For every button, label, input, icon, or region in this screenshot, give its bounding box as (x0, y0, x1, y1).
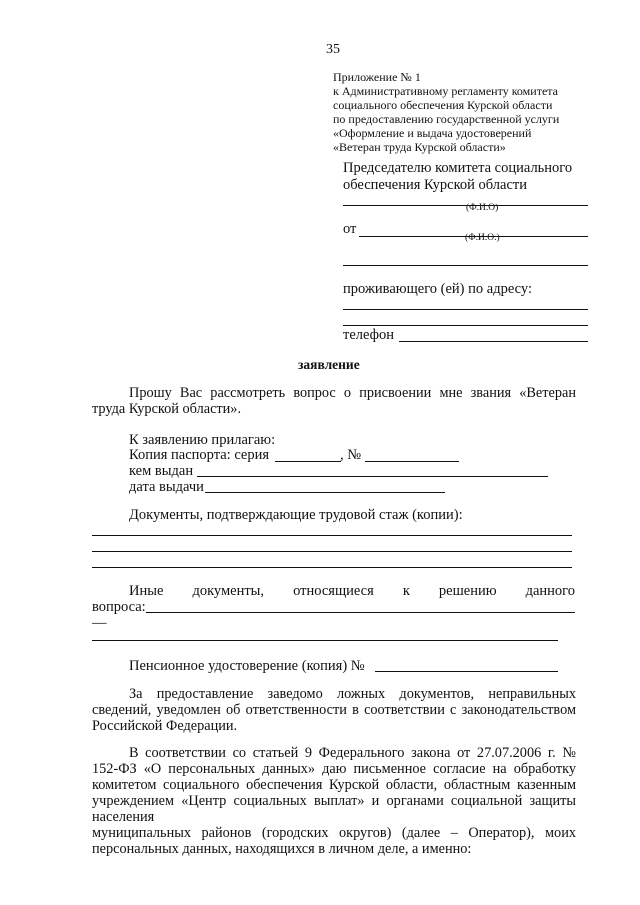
false-docs-line: сведений, уведомлен об ответственности в соответствии с законодательством (92, 702, 576, 718)
dash: — (92, 615, 107, 631)
attachments-intro: К заявлению прилагаю: (129, 432, 276, 448)
addressee-line: Председателю комитета социального (343, 160, 573, 176)
consent-line: населения (92, 809, 155, 825)
other-docs-word: относящиеся (293, 583, 374, 599)
passport-series-line[interactable] (275, 461, 341, 462)
other-docs-word: решению (438, 583, 497, 599)
passport-copy-label: Копия паспорта: серия (129, 447, 270, 463)
issue-date-line[interactable] (205, 492, 445, 493)
name-continuation-line[interactable] (343, 265, 588, 266)
appendix-line: по предоставлению государственной услуги (333, 112, 560, 126)
other-docs-word: документы, (192, 583, 265, 599)
address-line[interactable] (343, 325, 588, 326)
appendix-line: «Оформление и выдача удостоверений (333, 126, 532, 140)
issued-by-line[interactable] (197, 476, 548, 477)
appendix-header (333, 70, 559, 154)
appendix-line: «Ветеран труда Курской области» (333, 140, 506, 154)
appendix-line: Приложение № 1 (333, 70, 421, 84)
other-docs-fill-line[interactable] (146, 612, 575, 613)
request-line: Прошу Вас рассмотреть вопрос о присвоении мне звания «Ветеран (129, 385, 576, 401)
appendix-line: к Административному регламенту комитета (333, 84, 558, 98)
other-docs-word: к (402, 583, 410, 599)
issue-date-label: дата выдачи (129, 479, 204, 495)
false-docs-line: Российской Федерации. (92, 718, 238, 734)
work-docs-line[interactable] (92, 567, 572, 568)
addressee-line: обеспечения Курской области (343, 177, 527, 193)
other-docs-word: Иные (129, 583, 164, 599)
consent-line: персональных данных, находящихся в личном деле, а именно: (92, 841, 472, 857)
issued-by-label: кем выдан (129, 463, 194, 479)
appendix-line: социального обеспечения Курской области (333, 98, 553, 112)
fio-caption: (Ф.И.О) (466, 203, 499, 213)
address-line[interactable] (343, 309, 588, 310)
from-label: от (343, 221, 357, 237)
work-docs-line[interactable] (92, 535, 572, 536)
passport-number-line[interactable] (365, 461, 459, 462)
request-line: труда Курской области». (92, 401, 242, 417)
number-label: , № (340, 447, 362, 463)
work-docs-line[interactable] (92, 551, 572, 552)
other-docs-line (129, 583, 575, 600)
consent-line: комитетом социального обеспечения Курской области, областным казенным (92, 777, 576, 793)
false-docs-line: За предоставление заведомо ложных документов, неправильных (129, 686, 576, 702)
phone-line[interactable] (399, 341, 588, 342)
consent-line: 152-ФЗ «О персональных данных» даю письменное согласие на обработку (92, 761, 576, 777)
pension-number-line[interactable] (375, 671, 558, 672)
fio-caption-2: (Ф.И.О.) (465, 233, 500, 243)
work-docs-label: Документы, подтверждающие трудовой стаж (копии): (129, 507, 463, 523)
consent-line: учреждением «Центр социальных выплат» и органами социальной защиты (92, 793, 576, 809)
pension-label: Пенсионное удостоверение (копия) № (129, 658, 365, 674)
document-title: заявление (298, 357, 360, 372)
consent-line: В соответствии со статьей 9 Федерального закона от 27.07.2006 г. № (129, 745, 576, 761)
page-number: 35 (326, 42, 340, 57)
phone-label: телефон (343, 327, 395, 343)
consent-line: муниципальных районов (городских округов) (далее – Оператор), моих (92, 825, 576, 841)
other-docs-word: данного (525, 583, 575, 599)
other-docs-line-2[interactable] (92, 640, 558, 641)
residing-label: проживающего (ей) по адресу: (343, 281, 532, 297)
question-label: вопроса: (92, 599, 146, 615)
